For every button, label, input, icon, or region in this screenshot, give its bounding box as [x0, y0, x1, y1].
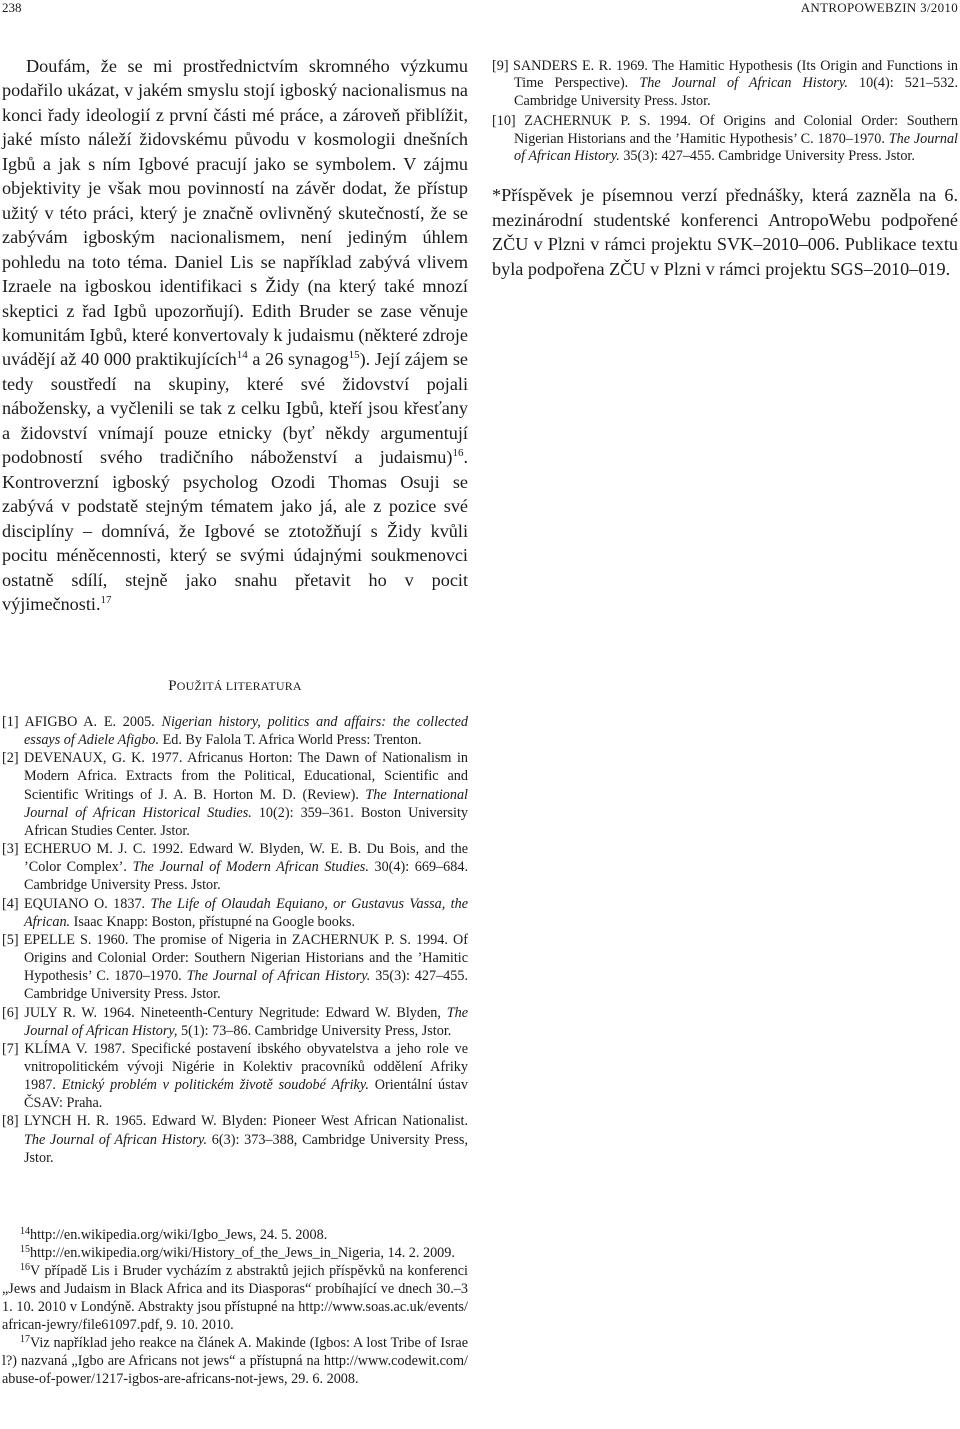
reference-text: [10] ZACHERNUK P. S. 1994. Of Origins and Colonial Order: Southern Nigerian Historians and the ’Hamitic Hypothesis’ C. 1870–1970.	[492, 113, 958, 147]
reference-text: 30(4): 669–684. Cambridge University Press. Jstor.	[24, 859, 468, 894]
reference-text: [2] DEVENAUX, G. K. 1977. Africanus Horton: The Dawn of Nationalism in Modern Africa. Extracts from the Political, Educational, Scientific and Scientific Writings of J. A. B. Horton M. D. (Review).	[2, 750, 468, 803]
footnote-ref-15[interactable]: 15	[348, 349, 360, 362]
reference-source-title: Etnický problém v politickém životě soudobé Afriky.	[61, 1077, 369, 1094]
reference-text: 35(3): 427–455. Cambridge University Press. Jstor.	[24, 968, 468, 1003]
footnote-ref-17[interactable]: 17	[100, 593, 112, 606]
reference-item	[2, 931, 468, 1004]
footnote-number: 16	[20, 1261, 30, 1273]
reference-item	[2, 1004, 468, 1040]
reference-source-title: The Life of Olaudah Equiano, or Gustavus Vassa, the African.	[24, 895, 468, 930]
footnote-text: V případě Lis i Bruder vycházím z abstraktů jejich příspěvků na konferenci „Jews and Judaism in Black Africa and its Diasporas“ probíhající ve dnech 30.–31. 10. 2010 v Londýně. Abstrakty jsou přístupné na http://www.soas.ac.uk/events/african-jewry/file61097.pdf, 9. 10. 2010.	[2, 1262, 468, 1333]
reference-item	[2, 713, 468, 749]
reference-source-title: The Journal of African History,	[24, 1004, 468, 1039]
reference-text: [8] LYNCH H. R. 1965. Edward W. Blyden: Pioneer West African Nationalist.	[2, 1113, 468, 1130]
reference-text: [4] EQUIANO O. 1837.	[2, 895, 151, 912]
footnote-text: http://en.wikipedia.org/wiki/Igbo_Jews, 24. 5. 2008.	[30, 1227, 328, 1243]
footnote	[2, 1263, 468, 1335]
body-column-right	[492, 58, 958, 281]
reference-source-title: The Journal of African History.	[186, 968, 371, 985]
reference-text: Isaac Knapp: Boston, přístupné na Google books.	[70, 913, 355, 930]
body-text-segment: a 26 synagog	[247, 349, 349, 370]
body-text-segment: Doufám, že se mi prostřednictvím skromného výzkumu podařilo ukázat, v jakém smyslu stojí igboský nacionalismus na konci řady ideologií z první části mé práce, a zároveň přiblížit, jaké místo náleží židovskému původu v kosmologii dnešních Igbů a jak s ním Igbové pracují jako se symbolem. V zájmu objektivity je však mou povinností na závěr dodat, že přístup užitý v této práci, který je značně ovlivněný skutečností, že se zabývám igboským nacionalismem, není jediným úhlem pohledu na toto téma. Daniel Lis se například zabývá vlivem Izraele na igboskou identifikaci s Židy (na který také mnozí skeptici z řad Igbů upozorňují). Edith Bruder se zase věnuje komunitám Igbů, které konvertovaly k judaismu (některé zdroje uvádějí až 40 000 praktikujících	[2, 56, 468, 370]
page-header	[0, 0, 960, 20]
reference-item	[2, 1040, 468, 1113]
footnote	[2, 1335, 468, 1389]
reference-text: 35(3): 427–455. Cambridge University Press. Jstor.	[619, 148, 915, 165]
footnote-ref-16[interactable]: 16	[452, 447, 464, 460]
references-list-left	[2, 713, 468, 1167]
footnote	[2, 1227, 468, 1245]
references-heading-rest: OUŽITÁ LITERATURA	[176, 679, 302, 693]
page-number: 238	[2, 0, 22, 15]
body-paragraph	[2, 54, 468, 616]
reference-text: [5] EPELLE S. 1960. The promise of Nigeria in ZACHERNUK P. S. 1994. Of Origins and Colonial Order: Southern Nigerian Historians and the ’Hamitic Hypothesis’ C. 1870–1970.	[2, 931, 468, 985]
footnote	[2, 1245, 468, 1263]
reference-text: Orientální ústav ČSAV: Praha.	[24, 1077, 469, 1112]
references-heading-initial: P	[168, 678, 177, 694]
body-column-left	[2, 54, 468, 616]
reference-text: 10(4): 521–532. Cambridge University Press. Jstor.	[514, 75, 958, 109]
reference-text: [6] JULY R. W. 1964. Nineteenth-Century Negritude: Edward W. Blyden,	[2, 1004, 447, 1021]
footnotes	[2, 1227, 468, 1389]
reference-source-title: The Journal of Modern African Studies.	[132, 859, 369, 876]
reference-item	[2, 749, 468, 840]
footnote-number: 17	[20, 1333, 30, 1345]
body-text-segment: . Kontroverzní igboský psycholog Ozodi Thomas Osuji se zabývá v podstatě stejným tématem jako já, ale z pozice své disciplíny – domnívá, že Igbové se ztotožňují s Židy kvůli pocitu méněcennosti, který se svými údajnými soukmenovci ostatně sdílí, stejně jako snahu přetavit ho v pocit výjimečnosti.	[2, 447, 468, 614]
footnote-number: 14	[20, 1226, 30, 1237]
reference-source-title: The International Journal of African Historical Studies.	[24, 786, 468, 821]
reference-text: [1] AFIGBO A. E. 2005.	[2, 714, 162, 730]
reference-source-title: The Journal of African History.	[24, 1131, 208, 1148]
reference-item	[492, 58, 958, 110]
reference-item	[492, 113, 958, 165]
reference-item	[2, 1112, 468, 1166]
reference-text: 6(3): 373–388, Cambridge University Press, Jstor.	[24, 1131, 469, 1166]
reference-item	[2, 895, 468, 931]
footnote-number: 15	[20, 1243, 30, 1255]
body-text-segment: ). Její zájem se tedy soustředí na skupiny, které své židovství pojali nábožensky, a vyčlenili se tak z celku Igbů, kteří jsou křesťany a židovství vnímají pouze etnicky (byť někdy argumentují podobností svého tradičního náboženství a judaismu)	[2, 349, 468, 468]
footnote-text: http://en.wikipedia.org/wiki/History_of_the_Jews_in_Nigeria, 14. 2. 2009.	[30, 1244, 455, 1261]
journal-title: ANTROPOWEBZIN 3/2010	[800, 0, 958, 15]
acknowledgement-note: *Příspěvek je písemnou verzí přednášky, která zazněla na 6. mezinárodní studentské konferenci AntropoWebu podpořené ZČU v Plzni v rámci projektu SVK–2010–006. Publikace textu byla podpořena ZČU v Plzni v rámci projektu SGS–2010–019.	[492, 185, 958, 279]
reference-item	[2, 840, 468, 894]
reference-source-title: The Journal of African History.	[514, 130, 958, 165]
reference-text: 5(1): 73–86. Cambridge University Press, Jstor.	[177, 1022, 452, 1039]
footnote-ref-14[interactable]: 14	[236, 349, 248, 362]
reference-text: 10(2): 359–361. Boston University African Studies Center. Jstor.	[24, 804, 468, 839]
references-heading	[2, 678, 468, 695]
reference-source-title: Nigerian history, politics and affairs: the collected essays of Adiele Afigbo.	[24, 714, 468, 749]
reference-text: [9] SANDERS E. R. 1969. The Hamitic Hypothesis (Its Origin and Functions in Time Perspective).	[492, 58, 958, 92]
footnote-text: Viz například jeho reakce na článek A. Makinde (Igbos: A lost Tribe of Israel?) nazvaná „Igbo are Africans not jews“ a přístupná na http://www.codewit.com/abuse-of-power/1217-igbos-are-africans-not-jews, 29. 6. 2008.	[2, 1334, 468, 1387]
reference-text: [3] ECHERUO M. J. C. 1992. Edward W. Blyden, W. E. B. Du Bois, and the ’Color Complex’.	[2, 841, 468, 876]
reference-source-title: The Journal of African History.	[639, 75, 848, 92]
reference-text: Ed. By Falola T. Africa World Press: Trenton.	[159, 732, 422, 749]
reference-text: [7] KLÍMA V. 1987. Specifické postavení ibského obyvatelstva a jeho role ve vnitropolitickém vývoji Nigérie in Kolektiv pracovníků oddělení Afriky 1987.	[2, 1040, 468, 1094]
